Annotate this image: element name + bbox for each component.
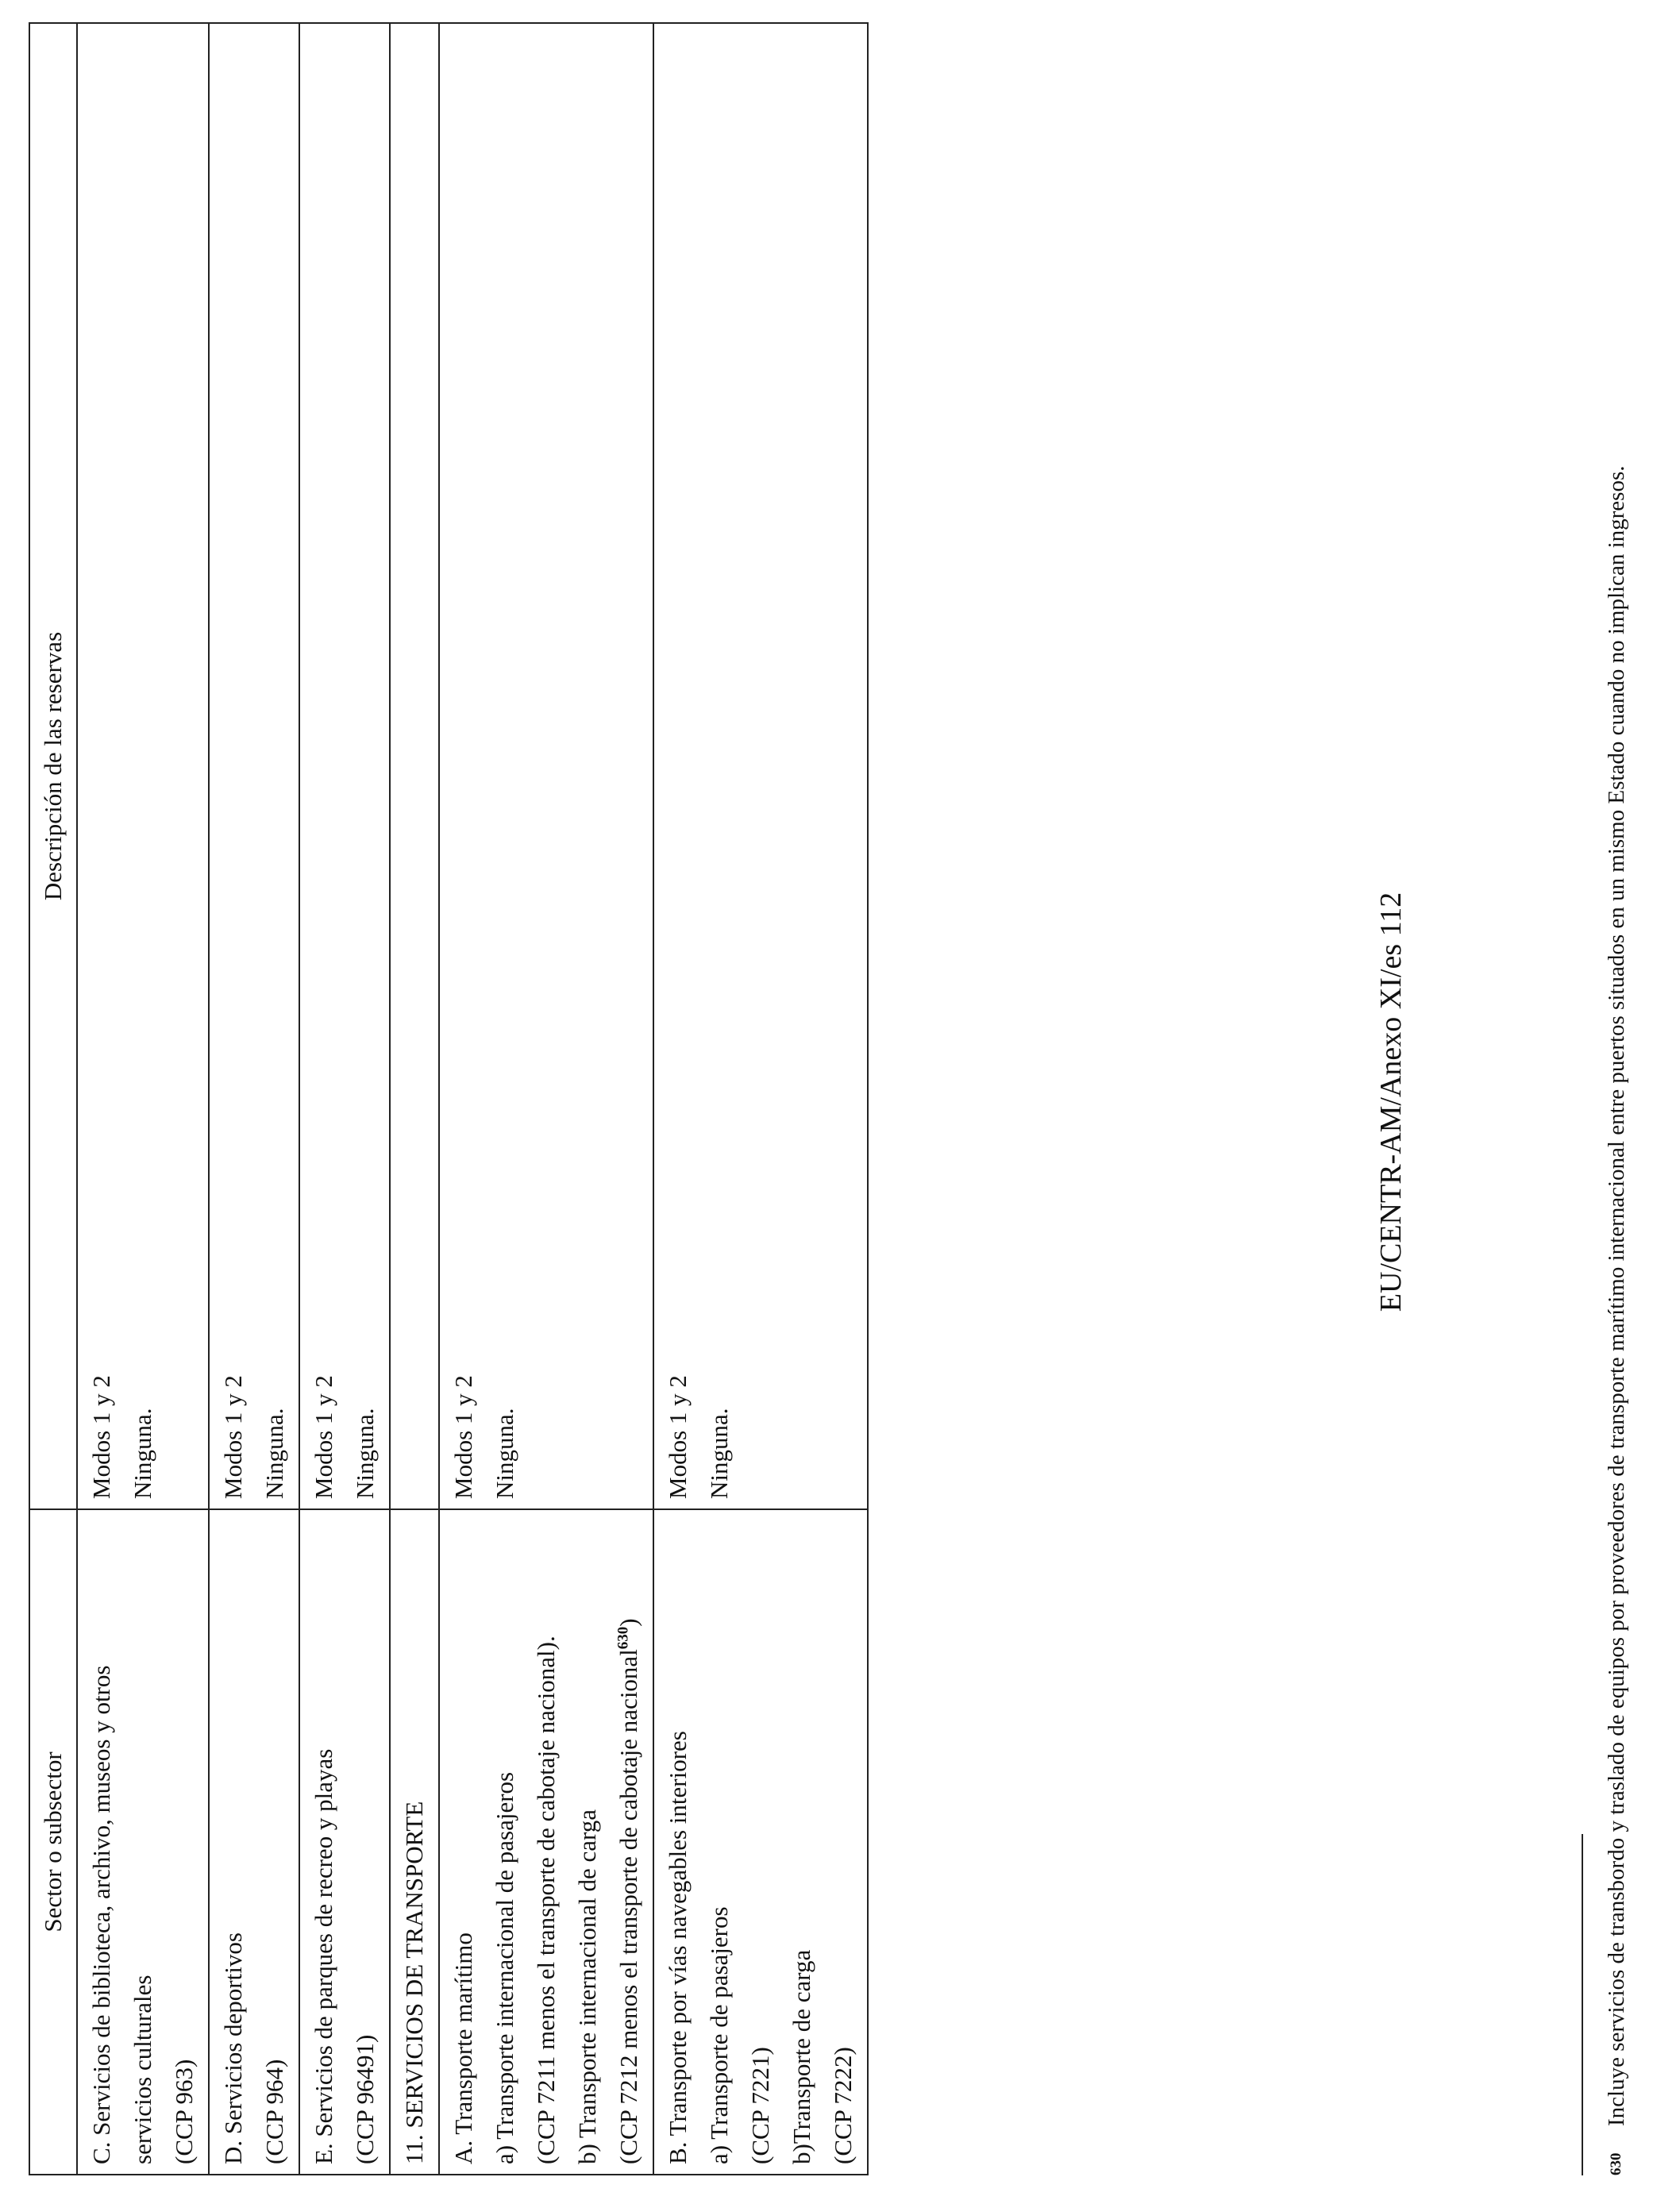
table-row bbox=[209, 23, 299, 2175]
sector-line: (CCP 964) bbox=[260, 2059, 288, 2164]
sector-line: (CCP 7222) bbox=[829, 2047, 857, 2164]
reservation-text: Ninguna. bbox=[129, 1408, 156, 1499]
sector-line: C. Servicios de biblioteca, archivo, museos y otros bbox=[87, 1665, 115, 2164]
sector-line: b)Transporte de carga bbox=[788, 1949, 815, 2164]
table-row bbox=[439, 23, 653, 2175]
sector-line-text: (CCP 7212 menos el transporte de cabotaje nacional bbox=[615, 1649, 642, 2164]
footnote bbox=[1604, 48, 1629, 2175]
reservation-text: Ninguna. bbox=[705, 1408, 733, 1499]
reservation-cell bbox=[77, 23, 209, 1509]
sector-line: (CCP 7211 menos el transporte de cabotaje nacional). bbox=[532, 1636, 560, 2164]
reservation-cell bbox=[439, 23, 653, 1509]
table-header-row bbox=[29, 23, 77, 2175]
footnote-divider bbox=[1582, 1834, 1583, 2175]
section-empty-cell bbox=[390, 23, 439, 1509]
mode-text: Modos 1 y 2 bbox=[664, 1375, 692, 1499]
reservation-cell bbox=[299, 23, 390, 1509]
sector-line: (CCP 963) bbox=[170, 2059, 198, 2164]
reservation-text: Ninguna. bbox=[351, 1408, 379, 1499]
table-row bbox=[299, 23, 390, 2175]
mode-text: Modos 1 y 2 bbox=[310, 1375, 337, 1499]
header-sector: Sector o subsector bbox=[29, 1509, 77, 2175]
mode-text: Modos 1 y 2 bbox=[219, 1375, 247, 1499]
section-heading-cell bbox=[390, 1509, 439, 2175]
mode-text: Modos 1 y 2 bbox=[87, 1375, 115, 1499]
sector-line: a) Transporte de pasajeros bbox=[705, 1906, 733, 2164]
page-footer: EU/CENTR-AM/Anexo XI/es 112 bbox=[1374, 892, 1408, 1312]
header-description: Descripción de las reservas bbox=[29, 23, 77, 1509]
sector-line: B. Transporte por vías navegables interiores bbox=[664, 1731, 692, 2164]
section-heading: 11. SERVICIOS DE TRANSPORTE bbox=[400, 1801, 428, 2164]
table-row bbox=[653, 23, 868, 2175]
section-heading-row bbox=[390, 23, 439, 2175]
sector-cell bbox=[653, 1509, 868, 2175]
footnote-reference[interactable]: 630 bbox=[615, 1626, 632, 1650]
sector-line: a) Transporte internacional de pasajeros bbox=[491, 1771, 518, 2164]
sector-line: D. Servicios deportivos bbox=[219, 1932, 247, 2164]
footnote-text: Incluye servicios de transbordo y traslado de equipos por proveedores de transporte marítimo internacional entre puertos situados en un mismo Estado cuando no implican ingresos. bbox=[1604, 465, 1629, 2126]
reservation-cell bbox=[209, 23, 299, 1509]
sector-line-with-footnote bbox=[608, 1520, 649, 2164]
sector-line: (CCP 96491) bbox=[351, 2034, 379, 2164]
reservation-cell bbox=[653, 23, 868, 1509]
mode-text: Modos 1 y 2 bbox=[449, 1375, 477, 1499]
sector-cell bbox=[77, 1509, 209, 2175]
sector-line: servicios culturales bbox=[129, 1975, 156, 2164]
reservation-text: Ninguna. bbox=[260, 1408, 288, 1499]
sector-line: A. Transporte marítimo bbox=[449, 1932, 477, 2164]
sector-line: (CCP 7221) bbox=[746, 2047, 774, 2164]
sector-cell bbox=[439, 1509, 653, 2175]
sector-cell bbox=[299, 1509, 390, 2175]
table-row bbox=[77, 23, 209, 2175]
reservation-text: Ninguna. bbox=[491, 1408, 518, 1499]
sector-line: b) Transporte internacional de carga bbox=[573, 1809, 601, 2164]
closing-paren: ) bbox=[615, 1618, 642, 1627]
sector-line: E. Servicios de parques de recreo y playas bbox=[310, 1748, 337, 2164]
sector-cell bbox=[209, 1509, 299, 2175]
reservations-table bbox=[29, 22, 869, 2175]
footnote-number: 630 bbox=[1608, 2152, 1624, 2175]
